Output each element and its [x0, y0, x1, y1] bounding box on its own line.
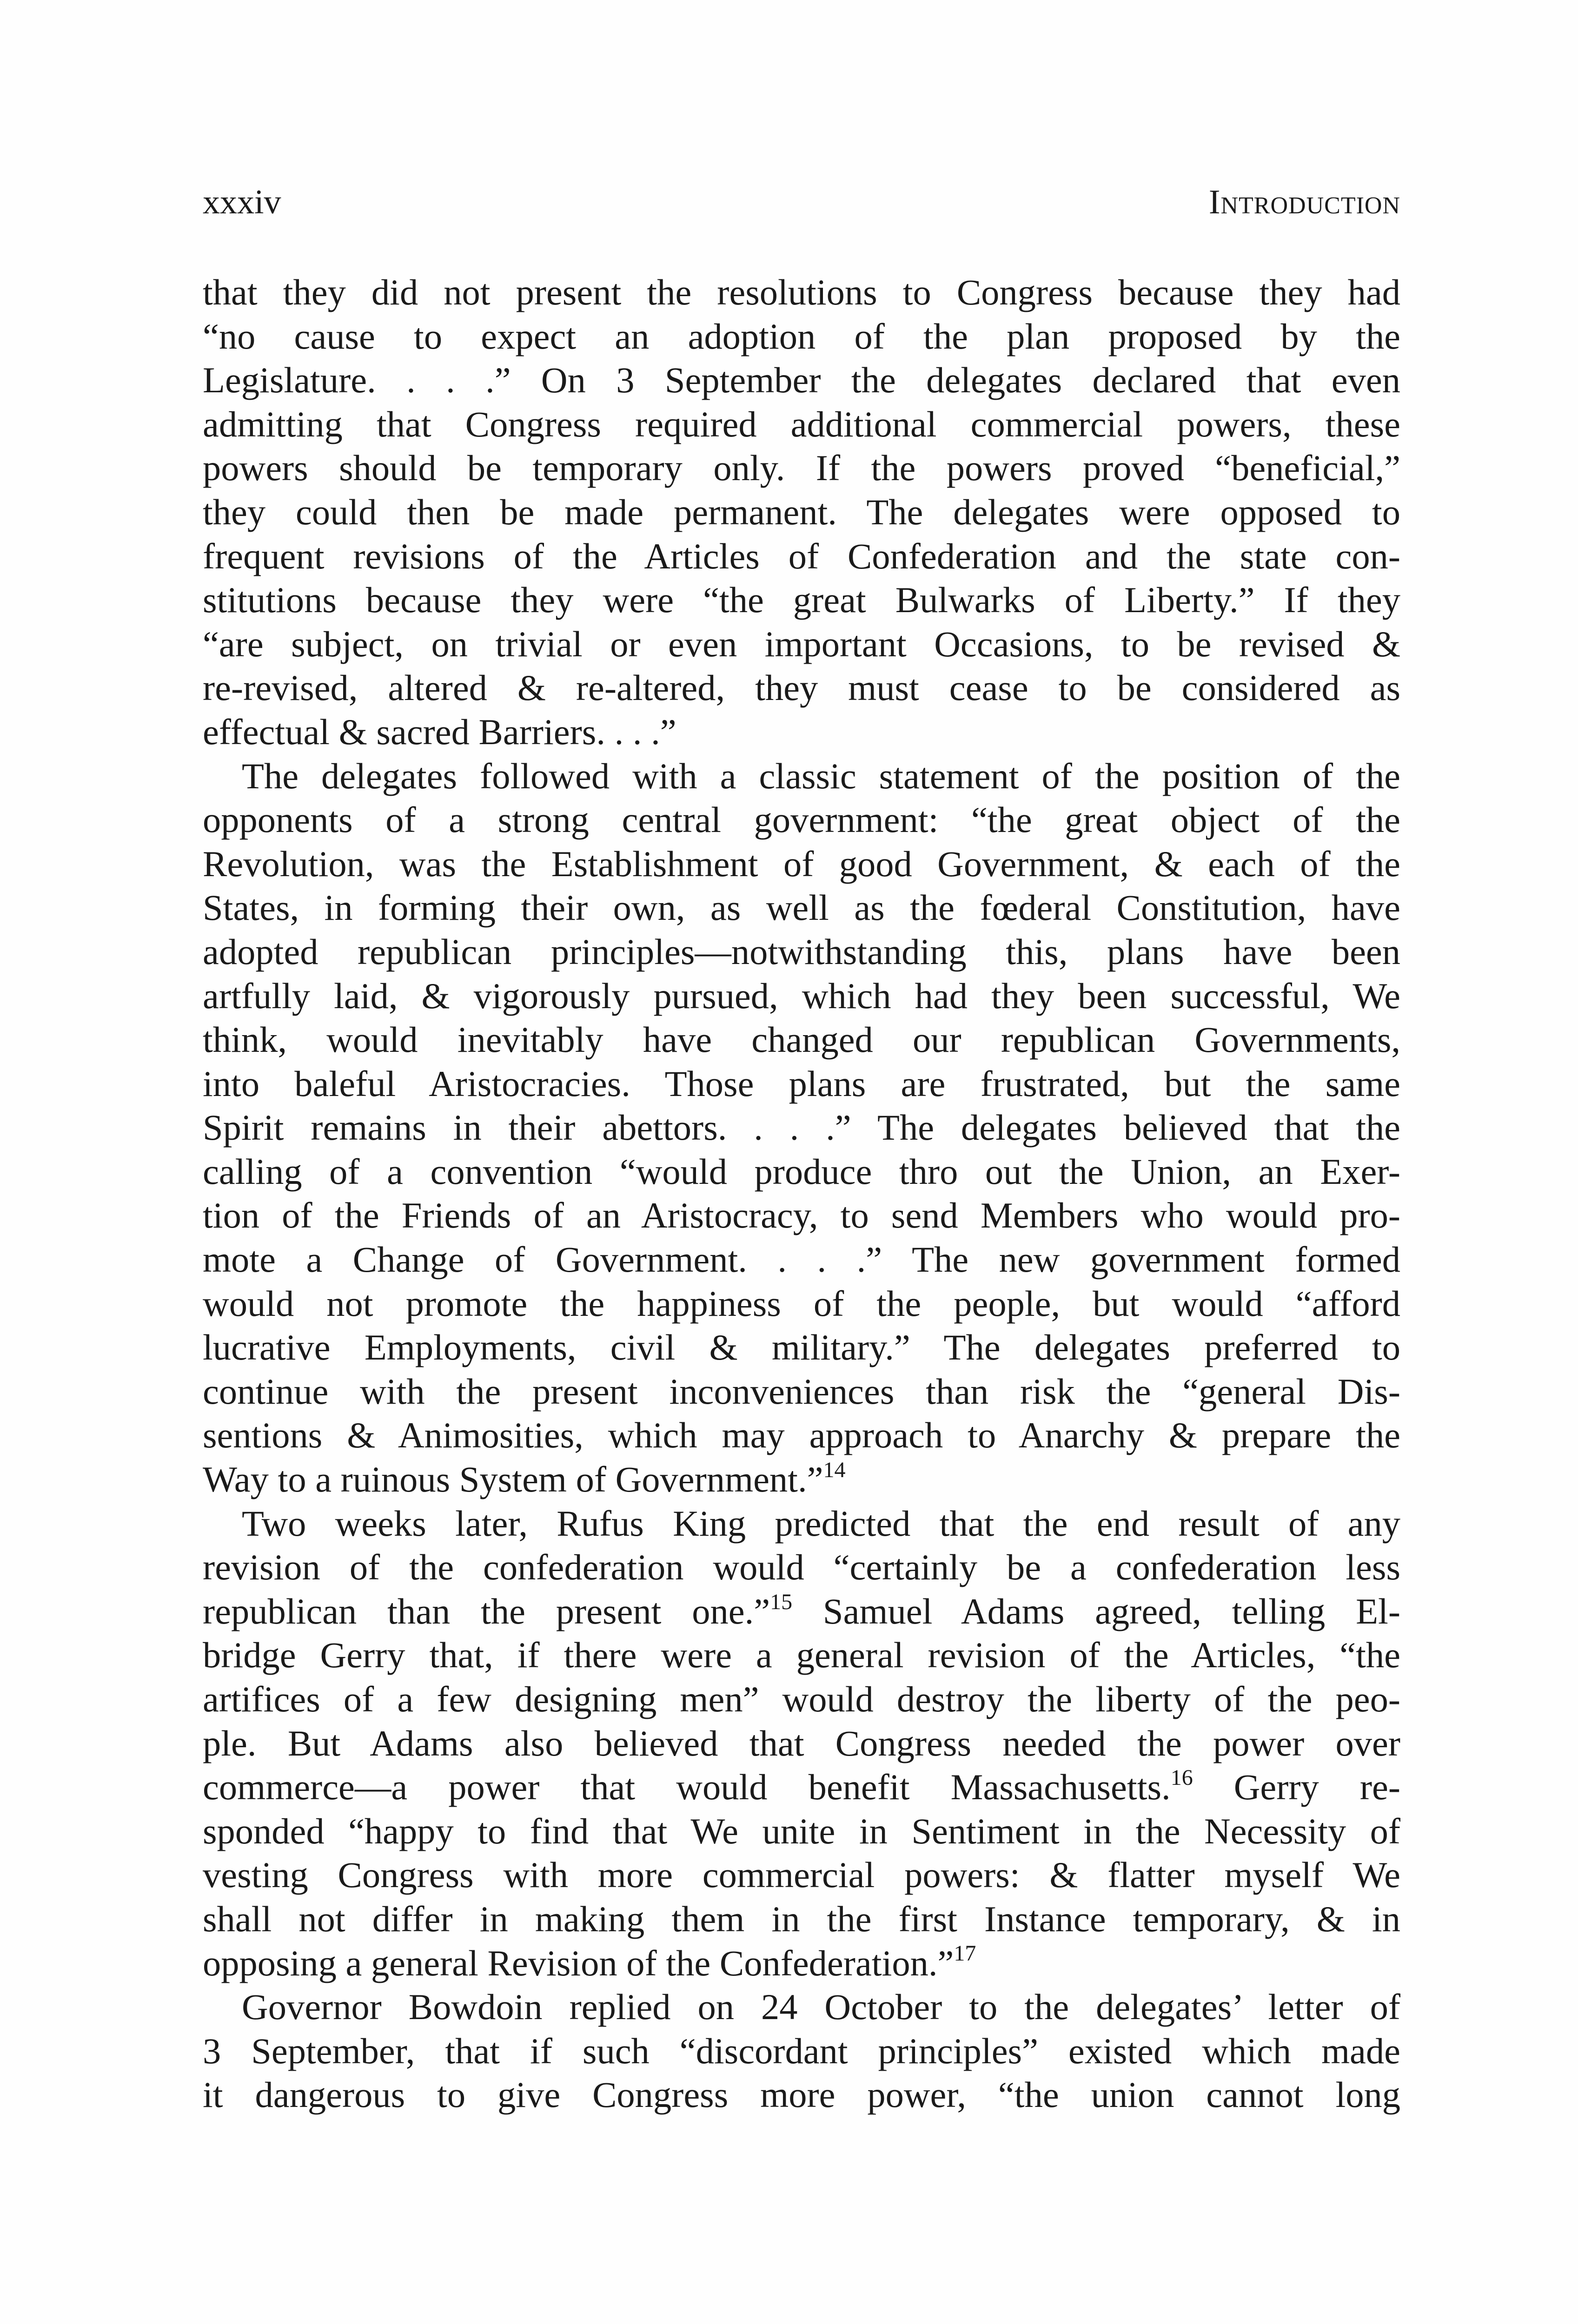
text-line-with-note: [203, 1765, 1400, 1809]
text-line: “no cause to expect an adoption of the plan proposed by the: [203, 316, 1400, 357]
text-segment: opposing a general Revision of the Confederation.”: [203, 1942, 954, 1983]
text-line: re-revised, altered & re-altered, they must cease to be considered as: [203, 667, 1400, 708]
text-line: Two weeks later, Rufus King predicted that the end result of any: [242, 1503, 1400, 1544]
text-line-with-note: [203, 1458, 1400, 1502]
paragraph-4: [203, 1985, 1400, 2117]
text-line: continue with the present inconveniences than risk the “general Dis-: [203, 1371, 1400, 1412]
text-line: bridge Gerry that, if there were a general revision of the Articles, “the: [203, 1635, 1400, 1676]
text-line: Spirit remains in their abettors. . . .” The delegates believed that the: [203, 1107, 1400, 1148]
text-line: it dangerous to give Congress more power, “the union cannot long: [203, 2074, 1400, 2115]
body-text: [203, 271, 1400, 2117]
text-line: calling of a convention “would produce thro out the Union, an Exer-: [203, 1151, 1400, 1192]
text-line: mote a Change of Government. . . .” The new government formed: [203, 1239, 1400, 1280]
text-line: that they did not present the resolutions to Congress because they had: [203, 272, 1400, 312]
text-line: sponded “happy to find that We unite in Sentiment in the Necessity of: [203, 1810, 1400, 1851]
text-line: opponents of a strong central government: “the great object of the: [203, 799, 1400, 840]
text-line: admitting that Congress required additional commercial powers, these: [203, 403, 1400, 444]
footnote-ref: 16: [1170, 1765, 1193, 1790]
text-line: States, in forming their own, as well as the fœderal Constitution, have: [203, 887, 1400, 928]
text-line: “are subject, on trivial or even important Occasions, to be revised &: [203, 623, 1400, 664]
text-line: they could then be made permanent. The delegates were opposed to: [203, 491, 1400, 532]
section-title: Introduction: [1208, 183, 1400, 221]
text-segment: Way to a ruinous System of Government.”: [203, 1459, 823, 1500]
text-segment: Samuel Adams agreed, telling El-: [792, 1591, 1400, 1631]
text-line-with-note: [203, 1590, 1400, 1634]
text-line: lucrative Employments, civil & military.” The delegates preferred to: [203, 1327, 1400, 1368]
text-line: revision of the confederation would “certainly be a confederation less: [203, 1547, 1400, 1588]
text-line: The delegates followed with a classic statement of the position of the: [242, 755, 1400, 796]
text-line: stitutions because they were “the great Bulwarks of Liberty.” If they: [203, 580, 1400, 621]
text-line: into baleful Aristocracies. Those plans are frustrated, but the same: [203, 1063, 1400, 1104]
text-line: 3 September, that if such “discordant principles” existed which made: [203, 2030, 1400, 2071]
paragraph-3: [203, 1502, 1400, 1986]
footnote-ref: 17: [954, 1941, 976, 1966]
text-line: artfully laid, & vigorously pursued, which had they been successful, We: [203, 975, 1400, 1016]
text-line: frequent revisions of the Articles of Confederation and the state con-: [203, 535, 1400, 576]
text-segment: commerce—a power that would benefit Massachusetts.: [203, 1767, 1171, 1808]
text-line: Governor Bowdoin replied on 24 October to the delegates’ letter of: [242, 1987, 1400, 2027]
text-line: think, would inevitably have changed our republican Governments,: [203, 1019, 1400, 1060]
text-line: adopted republican principles—notwithstanding this, plans have been: [203, 931, 1400, 972]
text-line: artifices of a few designing men” would destroy the liberty of the peo-: [203, 1679, 1400, 1719]
paragraph-1: [203, 271, 1400, 754]
text-line: would not promote the happiness of the people, but would “afford: [203, 1283, 1400, 1324]
footnote-ref: 15: [770, 1589, 793, 1614]
text-segment: Gerry re-: [1193, 1767, 1400, 1808]
text-line: Legislature. . . .” On 3 September the delegates declared that even: [203, 360, 1400, 401]
running-head: [203, 177, 1400, 228]
text-line: powers should be temporary only. If the powers proved “beneficial,”: [203, 448, 1400, 489]
page-number: xxxiv: [203, 183, 281, 221]
text-line: vesting Congress with more commercial powers: & flatter myself We: [203, 1855, 1400, 1895]
text-line: Revolution, was the Establishment of good Government, & each of the: [203, 843, 1400, 884]
text-line: sentions & Animosities, which may approach to Anarchy & prepare the: [203, 1415, 1400, 1456]
text-line-with-note: [203, 1941, 1400, 1986]
footnote-ref: 14: [823, 1457, 846, 1482]
paragraph-2: [203, 754, 1400, 1502]
text-line: effectual & sacred Barriers. . . .”: [203, 711, 676, 752]
text-line: ple. But Adams also believed that Congress needed the power over: [203, 1723, 1400, 1763]
text-line: shall not differ in making them in the first Instance temporary, & in: [203, 1898, 1400, 1939]
text-segment: republican than the present one.”: [203, 1591, 770, 1631]
text-line: tion of the Friends of an Aristocracy, to send Members who would pro-: [203, 1195, 1400, 1236]
